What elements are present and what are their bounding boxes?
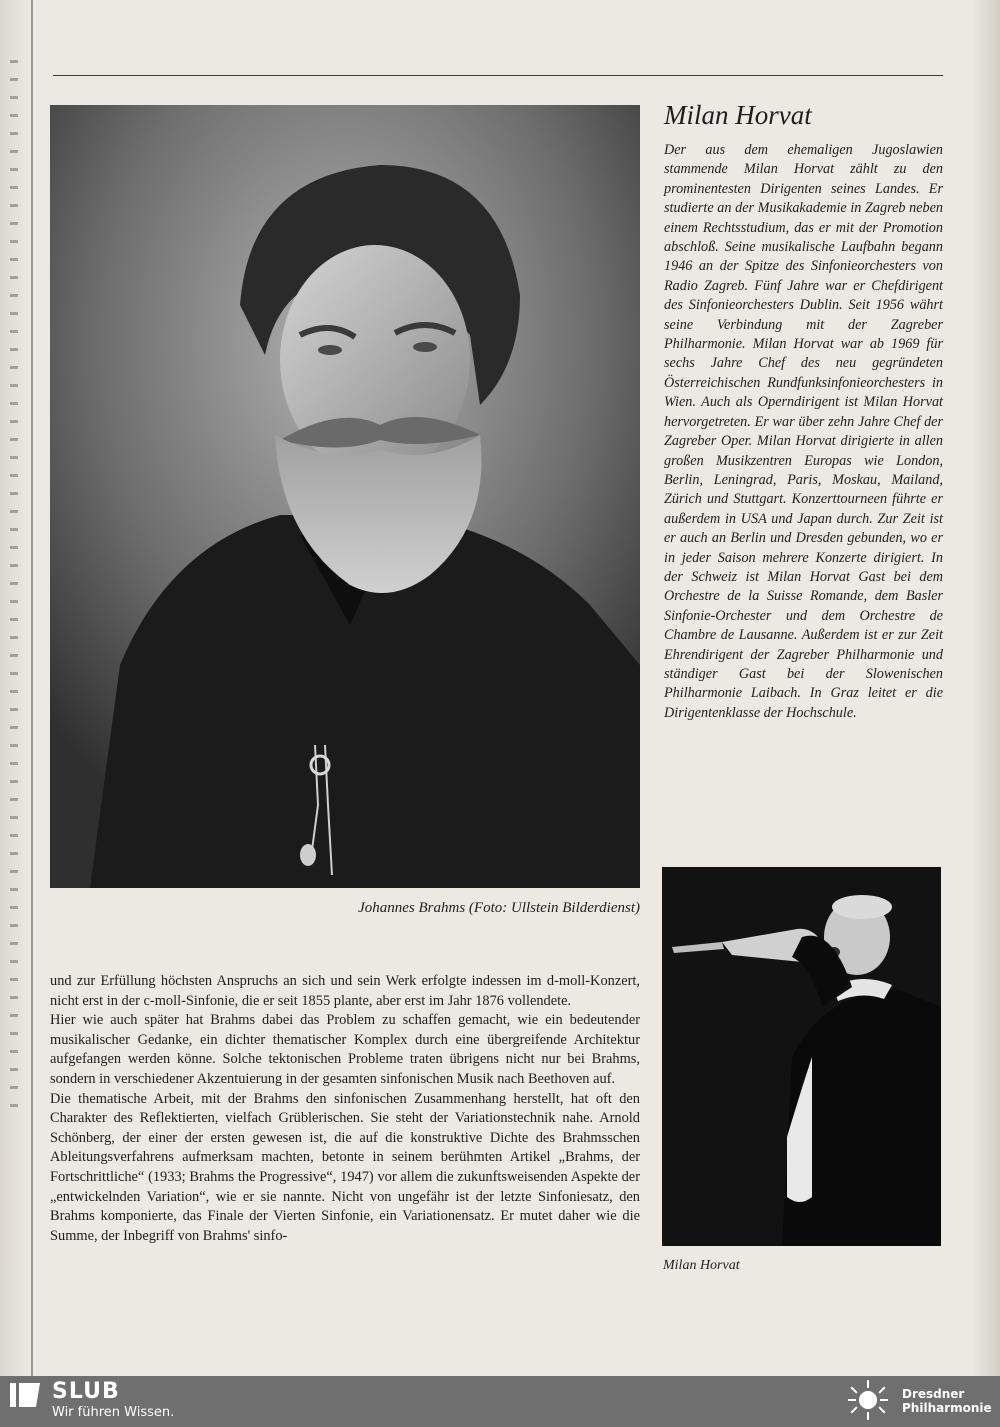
article-paragraph: und zur Erfüllung höchsten Anspruchs an sich und sein Werk erfolgte indessen im d-moll-Konzert, nicht erst in der c-moll-Sinfonie, die er seit 1855 plante, aber erst im Jahr 1876 vollendete. <box>50 973 640 1009</box>
header-rule <box>53 75 943 76</box>
page-right-edge <box>970 0 1000 1376</box>
page-fold-line <box>31 0 33 1376</box>
brahms-portrait-photo <box>50 105 640 888</box>
article-paragraph: Hier wie auch später hat Brahms dabei das Problem zu schaffen gemacht, wie ein bedeutender musikalischer Gedanke, ein dichter thematischer Komplex durch eine übergreifende Architektur aufgefangen werden könne. Solche tektonischen Probleme traten übrigens nicht nur bei Brahms, sondern in verschiedener Akzentuierung in der gesamten sinfonischen Musik nach Beethoven auf. <box>50 1012 640 1087</box>
gutter-text-remnants <box>10 60 18 1120</box>
dresdner-philharmonie-sun-icon <box>840 1378 896 1427</box>
bio-heading: Milan Horvat <box>664 100 812 130</box>
dresdner-philharmonie-label <box>902 1387 992 1415</box>
article-body <box>50 972 640 1246</box>
horvat-photo-caption: Milan Horvat <box>663 1258 740 1273</box>
bio-text: Der aus dem ehemaligen Jugoslawien stammende Milan Horvat zählt zu den prominentesten Dirigenten seines Landes. Er studierte an der Musikakademie in Zagreb neben einem Rechtsstudium, das er mit der Promotion abschloß. Seine musikalische Laufbahn begann 1946 an der Spitze des Sinfonieorchesters von Radio Zagreb. Fünf Jahre war er Chefdirigent des Sinfonieorchesters Dublin. Seit 1956 währt seine Verbindung mit der Zagreber Philharmonie. Milan Horvat war ab 1969 für sechs Jahre Chef des neu gegründeten Österreichischen Rundfunksinfonieorchesters in Wien. Auch als Operndirigent ist Milan Horvat hervorgetreten. Er war über zehn Jahre Chef der Zagreber Oper. Milan Horvat dirigierte in allen großen Musikzentren Europas wie London, Berlin, Leningrad, Paris, Moskau, Mailand, Zürich und Stuttgart. Konzerttourneen führte er außerdem in USA und Japan durch. Zur Zeit ist er auch an Berlin und Dresden gebunden, wo er in jeder Saison mehrere Konzerte dirigiert. In der Schweiz ist Milan Horvat Gast bei dem Orchestre de la Suisse Romande, dem Basler Sinfonie-Orchester und dem Orchestre de Chambre de Lausanne. Außerdem ist er zur Zeit Ehrendirigent der Zagreber Philharmonie und ständiger Gast bei der Slowenischen Philharmonie Laibach. In Graz leitet er die Dirigentenklasse der Hochschule. <box>664 142 943 721</box>
partner-name-line1: Dresdner <box>902 1387 965 1401</box>
slub-tagline: Wir führen Wissen. <box>52 1405 175 1420</box>
brahms-photo-caption: Johannes Brahms (Foto: Ullstein Bilderdienst) <box>358 900 640 916</box>
slub-logo-icon <box>10 1381 44 1414</box>
milan-horvat-photo <box>662 867 941 1246</box>
partner-name-line2: Philharmonie <box>902 1401 992 1415</box>
slub-logo-text: SLUB <box>52 1379 120 1404</box>
article-paragraph: Die thematische Arbeit, mit der Brahms den sinfonischen Zusammenhang herstellt, hat oft den Charakter des Reflektierten, vielfach Grüblerischen. Sie steht der Variationstechnik nahe. Arnold Schönberg, der einer der ersten gewesen ist, die auf die konstruktive Dichte des Brahmsschen Ableitungsverfahrens aufmerksam machten, betonte in seinem berühmten Artikel „Brahms, der Fortschrittliche“ (1933; Brahms the Progressive“, 1947) vor allem die zukunftsweisenden Aspekte der „entwickelnden Variation“, wie er sie nannte. Nicht von ungefähr ist der letzte Sinfoniesatz, den Brahms komponierte, das Finale der Vierten Sinfonie, ein Variationensatz. Er mutet daher wie die Summe, der Inbegriff von Brahms' sinfo- <box>50 1090 640 1244</box>
